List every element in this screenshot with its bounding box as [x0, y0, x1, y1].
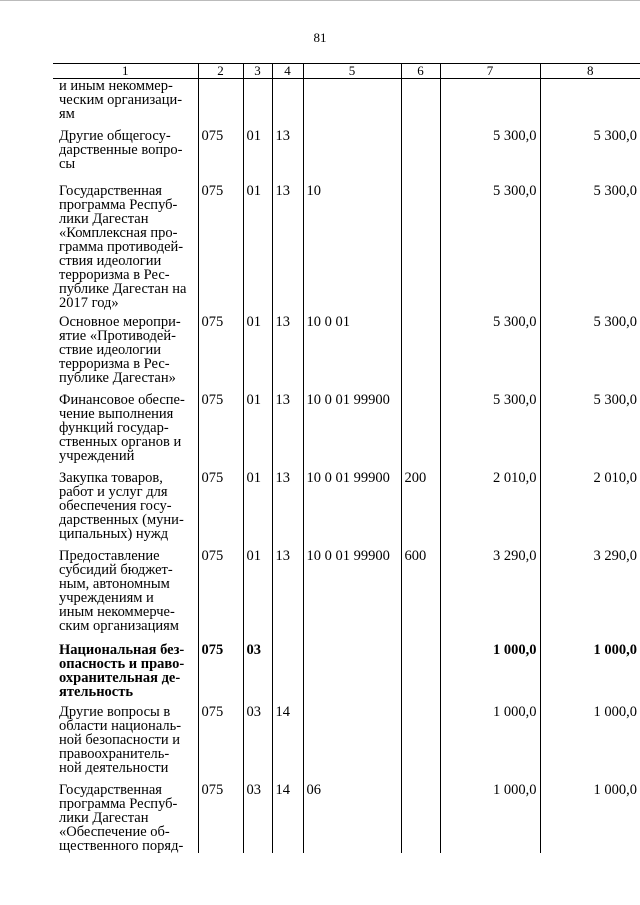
row-section-code: 03 [243, 643, 272, 705]
row-amount-col8: 1 000,0 [540, 783, 640, 853]
column-header-2: 2 [198, 64, 243, 79]
row-section-code: 01 [243, 184, 272, 315]
row-section-code: 01 [243, 393, 272, 471]
row-target-article: 10 0 01 99900 [303, 393, 401, 471]
table-row [53, 549, 640, 643]
column-header-6: 6 [401, 64, 440, 79]
row-target-article: 10 0 01 99900 [303, 471, 401, 549]
row-expense-type [401, 184, 440, 315]
row-ministry-code: 075 [198, 393, 243, 471]
row-amount-col7: 5 300,0 [440, 315, 540, 393]
row-amount-col7: 1 000,0 [440, 783, 540, 853]
row-amount-col8: 5 300,0 [540, 129, 640, 184]
table-row [53, 705, 640, 783]
column-header-5: 5 [303, 64, 401, 79]
row-name: Государственная программа Респуб- лики Дагестан «Комплексная про- грамма противодей- ствия идеологии терроризма в Рес- публике Дагестан на 2017 год» [59, 183, 187, 311]
row-subsection-code: 13 [272, 471, 303, 549]
row-name: Другие общегосу- дарственные вопро- сы [59, 128, 183, 172]
row-subsection-code: 13 [272, 315, 303, 393]
page-top-edge [0, 0, 640, 1]
row-section-code: 01 [243, 549, 272, 643]
row-expense-type [401, 79, 440, 130]
row-section-code: 03 [243, 705, 272, 783]
row-target-article [303, 705, 401, 783]
table-row [53, 783, 640, 853]
row-name: Финансовое обеспе- чение выполнения функций государ- ственных органов и учреждений [59, 392, 185, 464]
column-header-4: 4 [272, 64, 303, 79]
row-expense-type [401, 129, 440, 184]
row-ministry-code: 075 [198, 643, 243, 705]
row-amount-col7: 5 300,0 [440, 393, 540, 471]
row-ministry-code: 075 [198, 549, 243, 643]
row-amount-col8: 5 300,0 [540, 315, 640, 393]
row-expense-type: 200 [401, 471, 440, 549]
row-name: Основное меропри- ятие «Противодей- ствие идеологии терроризма в Рес- публике Дагестан» [59, 314, 181, 386]
row-target-article: 10 0 01 [303, 315, 401, 393]
row-subsection-code: 13 [272, 549, 303, 643]
row-amount-col8: 2 010,0 [540, 471, 640, 549]
row-name: и иным некоммер- ческим организаци- ям [59, 78, 183, 122]
row-amount-col7: 1 000,0 [440, 705, 540, 783]
row-amount-col7: 2 010,0 [440, 471, 540, 549]
row-target-article [303, 79, 401, 130]
row-amount-col8: 1 000,0 [540, 705, 640, 783]
row-name: Национальная без- опасность и право- охранительная де- ятельность [59, 642, 185, 700]
row-name: Предоставление субсидий бюджет- ным, автономным учреждениям и иным некоммерче- ским организациям [59, 548, 179, 634]
row-amount-col8 [540, 79, 640, 130]
row-amount-col7: 1 000,0 [440, 643, 540, 705]
table-row [53, 79, 640, 130]
row-subsection-code: 13 [272, 184, 303, 315]
row-ministry-code: 075 [198, 315, 243, 393]
row-subsection-code: 13 [272, 393, 303, 471]
row-section-code: 01 [243, 471, 272, 549]
budget-table [53, 63, 640, 853]
row-subsection-code [272, 643, 303, 705]
row-section-code: 03 [243, 783, 272, 853]
table-row [53, 129, 640, 184]
row-target-article: 06 [303, 783, 401, 853]
row-amount-col8: 1 000,0 [540, 643, 640, 705]
row-expense-type: 600 [401, 549, 440, 643]
row-expense-type [401, 705, 440, 783]
row-amount-col7: 5 300,0 [440, 184, 540, 315]
table-row [53, 184, 640, 315]
row-subsection-code: 14 [272, 705, 303, 783]
column-header-3: 3 [243, 64, 272, 79]
row-expense-type [401, 315, 440, 393]
row-subsection-code: 13 [272, 129, 303, 184]
table-row [53, 471, 640, 549]
row-target-article [303, 129, 401, 184]
row-name: Другие вопросы в области националь- ной безопасности и правоохранитель- ной деятельности [59, 704, 182, 776]
row-expense-type [401, 393, 440, 471]
row-amount-col7: 5 300,0 [440, 129, 540, 184]
row-ministry-code: 075 [198, 783, 243, 853]
row-amount-col8: 5 300,0 [540, 393, 640, 471]
row-subsection-code [272, 79, 303, 130]
row-amount-col7 [440, 79, 540, 130]
table-row [53, 315, 640, 393]
column-header-8: 8 [540, 64, 640, 79]
row-section-code [243, 79, 272, 130]
row-amount-col7: 3 290,0 [440, 549, 540, 643]
row-ministry-code: 075 [198, 471, 243, 549]
row-section-code: 01 [243, 315, 272, 393]
row-ministry-code: 075 [198, 705, 243, 783]
row-ministry-code: 075 [198, 184, 243, 315]
table-row [53, 643, 640, 705]
row-name: Закупка товаров, работ и услуг для обеспечения госу- дарственных (муни- ципальных) нужд [59, 470, 184, 542]
row-target-article [303, 643, 401, 705]
row-expense-type [401, 783, 440, 853]
column-header-1: 1 [53, 64, 198, 79]
row-ministry-code [198, 79, 243, 130]
row-amount-col8: 3 290,0 [540, 549, 640, 643]
row-expense-type [401, 643, 440, 705]
row-name: Государственная программа Респуб- лики Дагестан «Обеспечение об- щественного поряд- [59, 782, 184, 854]
row-ministry-code: 075 [198, 129, 243, 184]
column-header-7: 7 [440, 64, 540, 79]
table-row [53, 393, 640, 471]
row-target-article: 10 [303, 184, 401, 315]
row-subsection-code: 14 [272, 783, 303, 853]
row-section-code: 01 [243, 129, 272, 184]
row-target-article: 10 0 01 99900 [303, 549, 401, 643]
row-amount-col8: 5 300,0 [540, 184, 640, 315]
header-row [53, 64, 640, 79]
page-number: 81 [313, 30, 327, 45]
